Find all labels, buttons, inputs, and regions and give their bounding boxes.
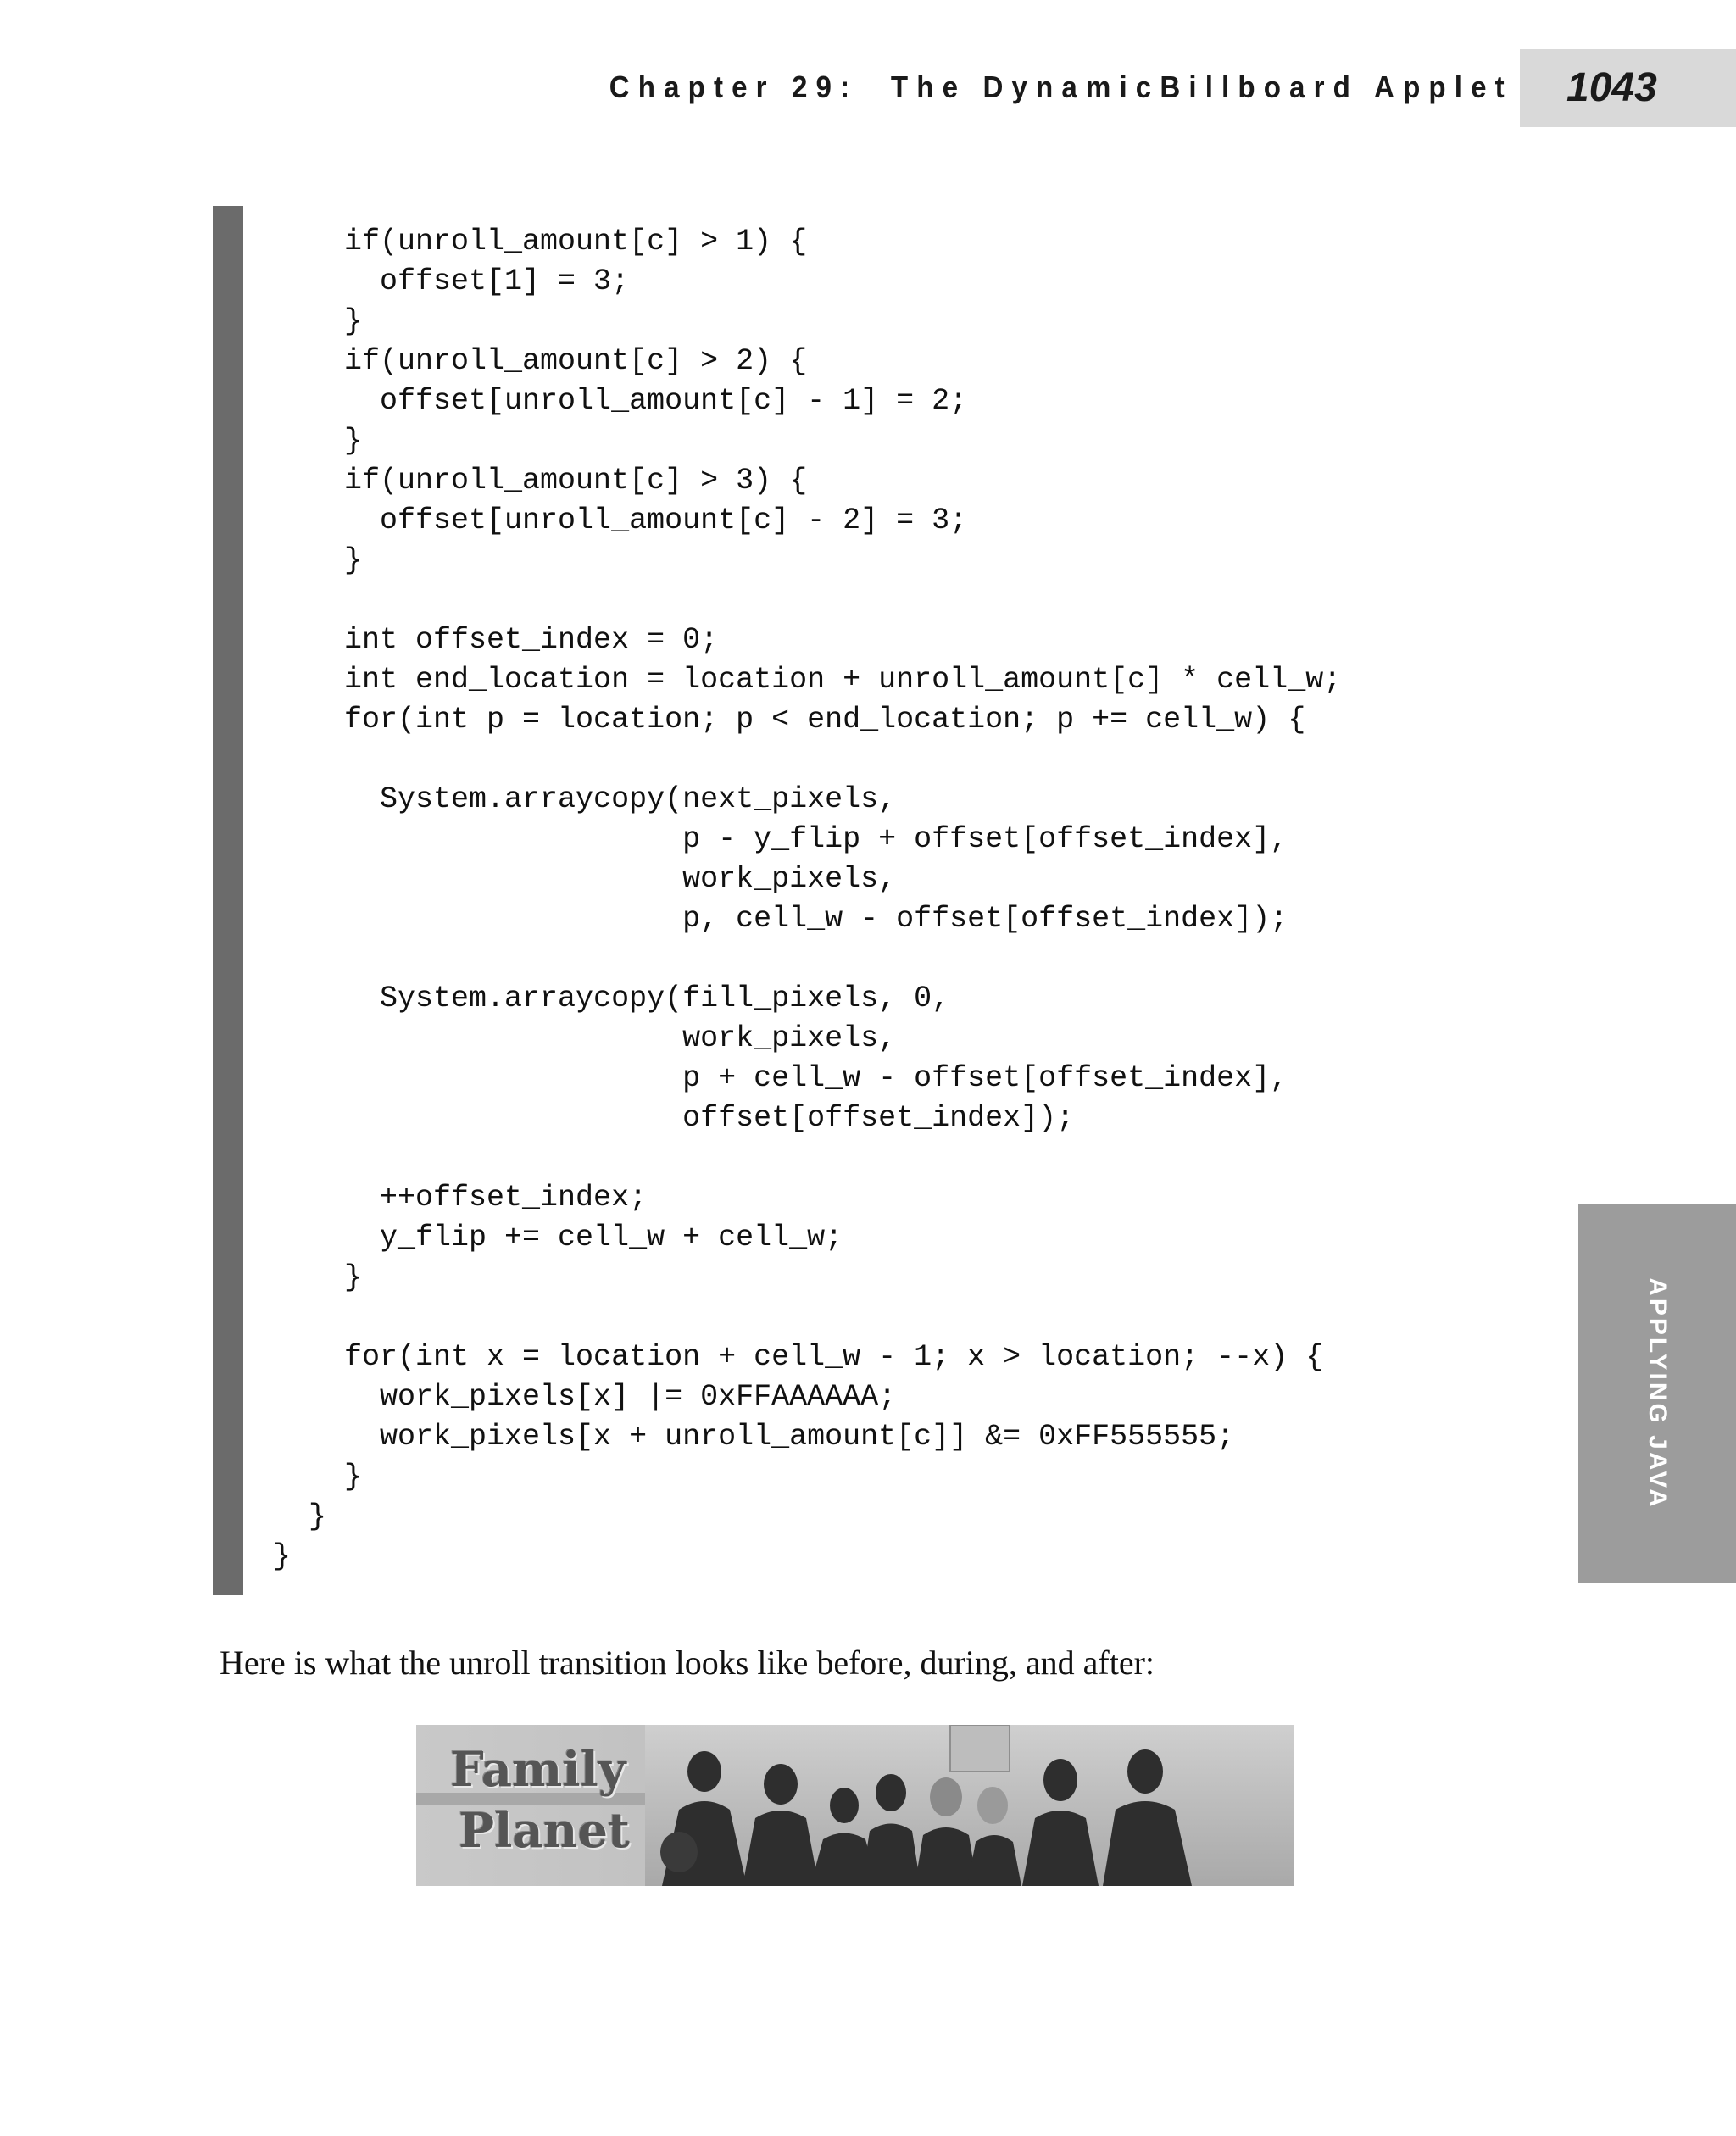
banner-title-line2: Planet [459, 1803, 630, 1859]
code-line: } [273, 1539, 292, 1573]
code-listing-bar [213, 206, 243, 1595]
code-line: work_pixels[x] |= 0xFFAAAAAA; [273, 1380, 897, 1414]
code-line: for(int p = location; p < end_location; p += cell_w) { [273, 703, 1306, 737]
code-line: int end_location = location + unroll_amount[c] * cell_w; [273, 663, 1342, 697]
group-photo [645, 1725, 1294, 1886]
side-tab-label: APPLYING JAVA [1644, 1277, 1672, 1510]
code-line: p + cell_w - offset[offset_index], [273, 1061, 1288, 1095]
code-line: offset[unroll_amount[c] - 2] = 3; [273, 503, 968, 537]
code-line: y_flip += cell_w + cell_w; [273, 1221, 843, 1254]
code-line [273, 939, 1341, 979]
code-line: ++offset_index; [273, 1181, 648, 1215]
section-side-tab [1578, 1204, 1736, 1583]
code-line: work_pixels, [273, 1021, 897, 1055]
code-line: if(unroll_amount[c] > 1) { [273, 225, 808, 259]
code-line: } [273, 1460, 363, 1494]
code-line: if(unroll_amount[c] > 3) { [273, 464, 808, 498]
page-header-title: Chapter 29: The DynamicBillboard Applet [609, 70, 1513, 104]
code-line: offset[unroll_amount[c] - 1] = 2; [273, 384, 968, 418]
code-line: System.arraycopy(next_pixels, [273, 782, 897, 816]
code-line: work_pixels[x + unroll_amount[c]] &= 0xFF555555; [273, 1420, 1235, 1454]
code-line: } [273, 1260, 363, 1294]
code-line [273, 740, 1341, 780]
code-line: System.arraycopy(fill_pixels, 0, [273, 982, 950, 1015]
banner-title-line1: Family [450, 1742, 626, 1798]
code-line: if(unroll_amount[c] > 2) { [273, 344, 808, 378]
body-paragraph: Here is what the unroll transition looks like before, during, and after: [220, 1644, 1155, 1682]
code-line: } [273, 424, 363, 458]
code-line [273, 1298, 1341, 1338]
code-line [273, 581, 1341, 620]
code-line: int offset_index = 0; [273, 623, 719, 657]
code-line: } [273, 1499, 327, 1533]
page-number: 1043 [1566, 65, 1657, 110]
code-line: offset[1] = 3; [273, 264, 630, 298]
family-planet-banner-image [416, 1725, 1294, 1886]
code-listing [273, 222, 1341, 1577]
code-line: work_pixels, [273, 862, 897, 896]
code-line [273, 1138, 1341, 1178]
code-line: p - y_flip + offset[offset_index], [273, 822, 1288, 856]
code-line: } [273, 304, 363, 338]
page-number-box [1520, 49, 1736, 127]
code-line: for(int x = location + cell_w - 1; x > location; --x) { [273, 1340, 1324, 1374]
code-line: offset[offset_index]); [273, 1101, 1075, 1135]
code-line: } [273, 543, 363, 577]
code-line: p, cell_w - offset[offset_index]); [273, 902, 1288, 936]
